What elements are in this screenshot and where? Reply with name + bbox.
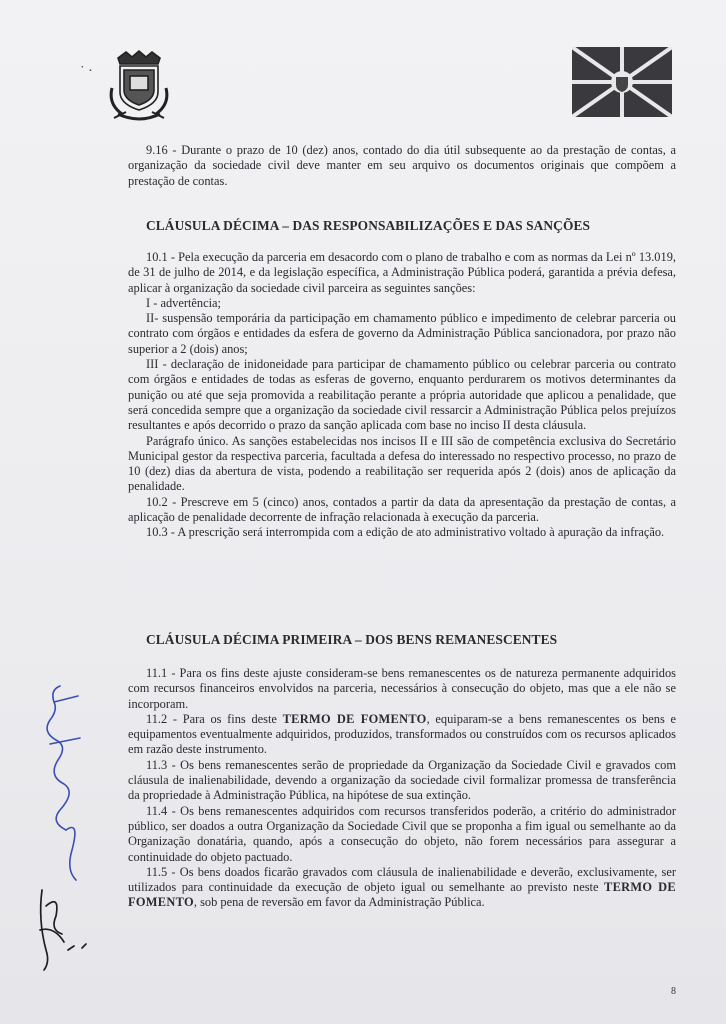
paragraph-11-5-end: , sob pena de reversão em favor da Administração Pública. (193, 895, 485, 910)
term-fomento-bold: TERMO DE FOMENTO (282, 711, 427, 726)
paragraph-11-2-end: , equiparam-se a bens remanescentes os bens e equipamentos eventualmente adquiridos, produzidos, transformados ou construídos com os recursos aplicados em razão deste instrumento. (128, 711, 677, 757)
paragraph-10-2: 10.2 - Prescreve em 5 (cinco) anos, contados a partir da data da apresentação da prestação de contas, a aplicação de penalidade decorrente de infração relacionada à execução da parceria. (128, 494, 676, 525)
flag-icon (572, 47, 672, 117)
paragraph-11-5 (128, 865, 676, 911)
paragraph-11-2-start: 11.2 - Para os fins deste (146, 711, 283, 726)
paragraph-unico: Parágrafo único. As sanções estabelecidas nos incisos II e III são de competência exclusiva do Secretário Municipal gestor da respectiva parceria, facultada a defesa do interessado no respectivo processo, no prazo de 10 (dez) dias da abertura de vista, podendo a reabilitação ser requerida após 2 (dois) anos de aplicação da penalidade. (128, 433, 676, 494)
paragraph-9-16: 9.16 - Durante o prazo de 10 (dez) anos, contado do dia útil subsequente ao da prestação de contas, a organização da sociedade civil deve manter em seu arquivo os documentos originais que compõem a prestação de contas. (128, 143, 676, 188)
clause-10-heading: CLÁUSULA DÉCIMA – DAS RESPONSABILIZAÇÕES E DAS SANÇÕES (146, 218, 591, 233)
paragraph-10-1: 10.1 - Pela execução da parceria em desacordo com o plano de trabalho e com as normas da Lei nº 13.019, de 31 de julho de 2014, e da legislação específica, a Administração Pública poderá, garantida a prévia defesa, aplicar à organização da sociedade civil parceira as seguintes sanções: (128, 250, 676, 295)
paragraph-11-2 (128, 712, 676, 758)
coat-of-arms-icon (104, 48, 174, 124)
paragraph-10-3: 10.3 - A prescrição será interrompida com a edição de ato administrativo voltado à apuração da infração. (146, 525, 665, 540)
clause-11-body (128, 666, 676, 911)
item-i: I - advertência; (146, 295, 221, 310)
clause-11-heading: CLÁUSULA DÉCIMA PRIMEIRA – DOS BENS REMANESCENTES (146, 632, 558, 647)
paragraph-11-5-start: 11.5 - Os bens doados ficarão gravados com cláusula de inalienabilidade e deverão, exclusivamente, ser utilizados para continuidade da execução de objeto igual ou semelhante ao previsto neste (128, 864, 676, 895)
paragraph-11-1: 11.1 - Para os fins deste ajuste consideram-se bens remanescentes os de natureza permanente adquiridos com recursos financeiros envolvidos na parceria, necessários à consecução do objeto, mas que a ele não se incorporam. (128, 666, 676, 711)
term-fomento-bold-2: TERMO DE FOMENTO (128, 880, 676, 910)
clause-10-body (128, 250, 676, 541)
stray-mark: ˙ · (80, 64, 93, 79)
handwritten-signature (20, 680, 110, 980)
item-ii: II- suspensão temporária da participação em chamamento público e impedimento de celebrar parceria ou contrato com órgãos e entidades da esfera de governo da Administração Pública sancionadora, por prazo não superior a 2 (dois) anos; (128, 311, 676, 356)
paragraph-11-4: 11.4 - Os bens remanescentes adquiridos com recursos transferidos poderão, a critério do administrador público, ser doados a outra Organização da Sociedade Civil que se proponha a fim igual ou semelhante ao da Organização donatária, quando, após a consecução do objeto, não forem necessários para assegurar a continuidade do objeto pactuado. (128, 803, 676, 864)
paragraph-11-3: 11.3 - Os bens remanescentes serão de propriedade da Organização da Sociedade Civil e gravados com cláusula de inalienabilidade, devendo a organização da sociedade civil formalizar promessa de transferência da propriedade à Administração Pública, na hipótese de sua extinção. (128, 757, 676, 803)
page-number: 8 (671, 986, 676, 997)
section-9-16 (128, 143, 676, 189)
item-iii: III - declaração de inidoneidade para participar de chamamento público ou celebrar parceria ou contrato com órgãos e entidades de todas as esferas de governo, enquanto perdurarem os motivos determinantes da punição ou até que seja promovida a reabilitação perante a própria autoridade que aplicou a penalidade, que será concedida sempre que a organização da sociedade civil ressarcir a Administração Pública pelos prejuízos resultantes e após decorrido o prazo da sanção aplicada com base no inciso II desta cláusula. (128, 357, 676, 433)
